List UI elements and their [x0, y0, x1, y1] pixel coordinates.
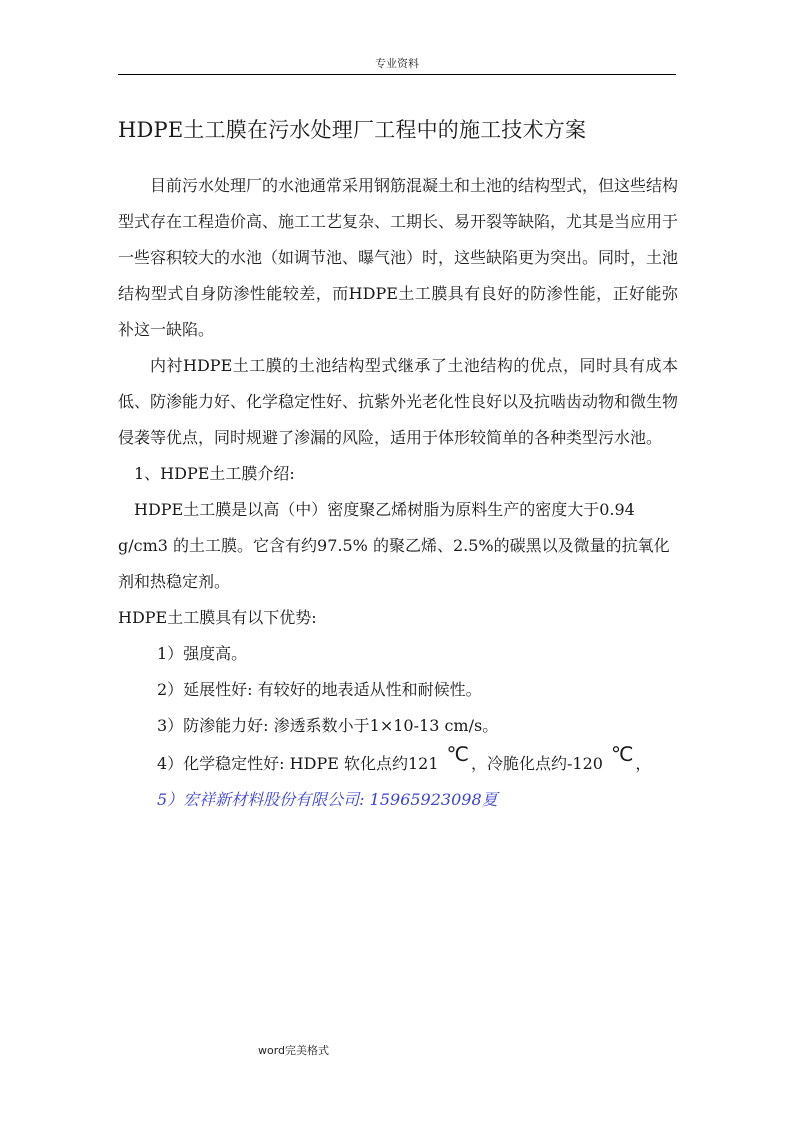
header-text: 专业资料	[375, 57, 419, 70]
advantage-item-4	[118, 744, 678, 782]
advantages-intro: HDPE土工膜具有以下优势:	[118, 608, 317, 627]
lining-paragraph: 内衬HDPE土工膜的土池结构型式继承了土池结构的优点，同时具有成本低、防渗能力好、化学稳定性好、抗紫外光老化性良好以及抗啮齿动物和微生物侵袭等优点，同时规避了渗漏的风险，适用于体形较简单的各种类型污水池。	[118, 356, 679, 447]
material-paragraph: HDPE土工膜是以高（中）密度聚乙烯树脂为原料生产的密度大于0.94 g/cm3 的土工膜。它含有约97.5% 的聚乙烯、2.5%的碳黑以及微量的抗氧化剂和热稳定剂。	[118, 500, 670, 591]
page-header	[118, 56, 676, 75]
company-contact-line: 5）宏祥新材料股份有限公司: 15965923098夏	[157, 790, 498, 809]
section-heading: 1、HDPE土工膜介绍:	[134, 464, 295, 483]
celsius-symbol: ℃	[446, 742, 469, 766]
advantage-item-3: 3）防渗能力好: 渗透系数小于1×10-13 cm/s。	[157, 716, 499, 735]
advantage-item-1: 1）强度高。	[157, 644, 248, 663]
intro-paragraph: 目前污水处理厂的水池通常采用钢筋混凝土和土池的结构型式，但这些结构型式存在工程造价高、施工工艺复杂、工期长、易开裂等缺陷，尤其是当应用于一些容积较大的水池（如调节池、曝气池）时，这些缺陷更为突出。同时，土池结构型式自身防渗性能较差，而HDPE土工膜具有良好的防渗性能，正好能弥补这一缺陷。	[118, 176, 679, 339]
celsius-symbol: ℃	[610, 742, 634, 766]
advantage-item-2: 2）延展性好: 有较好的地表适从性和耐候性。	[157, 680, 482, 699]
advantage-item-4-part3: ，	[635, 754, 652, 773]
advantage-item-4-part2: ，冷脆化点约-120	[470, 754, 603, 773]
footer-text: word完美格式	[258, 1044, 330, 1057]
page-footer	[258, 1042, 329, 1058]
document-body	[118, 168, 678, 818]
document-title: HDPE土工膜在污水处理厂工程中的施工技术方案	[118, 118, 587, 142]
advantage-item-4-part1: 4）化学稳定性好: HDPE 软化点约121	[157, 754, 439, 773]
